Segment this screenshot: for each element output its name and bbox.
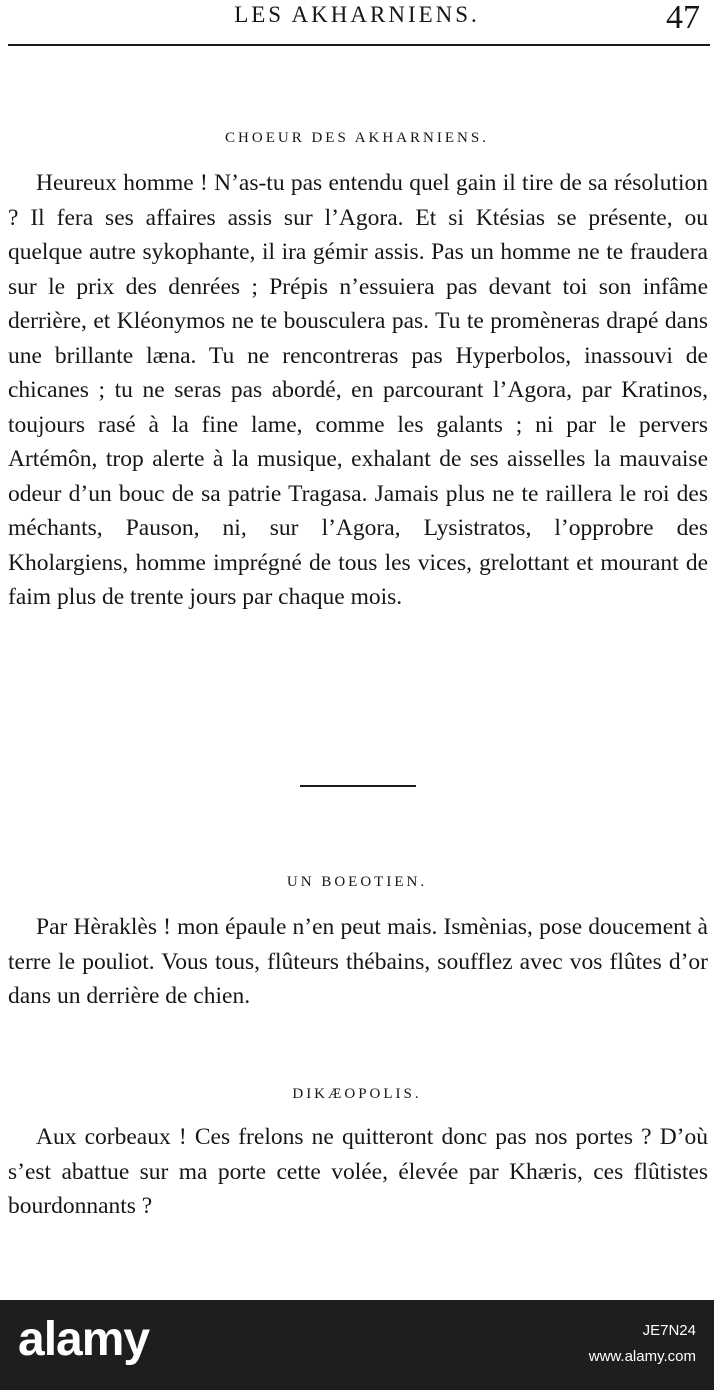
paragraph: Par Hèraklès ! mon épaule n’en peut mais. Ismènias, pose doucement à terre le pouliot. Vous tous, flûteurs thébains, soufflez avec vos flûtes d’or dans un derrière de chien. <box>8 914 708 1009</box>
header-rule <box>8 44 710 46</box>
site-url: www.alamy.com <box>588 1348 696 1365</box>
speaker-heading: CHOEUR DES AKHARNIENS. <box>225 130 489 146</box>
section-divider <box>300 785 416 787</box>
page-number: 47 <box>666 0 700 36</box>
paragraph: Heureux homme ! N’as-tu pas entendu quel gain il tire de sa résolution ? Il fera ses affaires assis sur l’Agora. Et si Ktésias se présente, ou quelque autre sykophante, il ira gémir assis. Pas un homme ne te fraudera sur le prix des denrées ; Prépis n’essuiera pas devant toi son infâme derrière, et Kléonymos ne te bousculera pas. Tu te promèneras drapé dans une brillante læna. Tu ne rencontreras pas Hyperbolos, inassouvi de chicanes ; tu ne seras pas abordé, en parcourant l’Agora, par Kratinos, toujours rasé à la fine lame, comme les galants ; ni par le pervers Artémôn, trop alerte à la musique, exhalant de ses aisselles la mauvaise odeur d’un bouc de sa patrie Tragasa. Jamais plus ne te raillera le roi des méchants, Pauson, ni, sur l’Agora, Lysistratos, l’opprobre des Kholargiens, homme imprégné de tous les vices, grelottant et mourant de faim plus de trente jours par chaque mois. <box>8 170 708 610</box>
watermark-footer <box>0 1300 714 1390</box>
image-id: JE7N24 <box>642 1322 696 1339</box>
running-title: LES AKHARNIENS. <box>234 2 480 27</box>
speaker-heading: UN BOEOTIEN. <box>286 874 428 890</box>
paragraph: Aux corbeaux ! Ces frelons ne quitteront donc pas nos portes ? D’où s’est abattue sur ma porte cette volée, élevée par Khæris, ces flûtistes bourdonnants ? <box>8 1124 708 1219</box>
alamy-logo: alamy <box>18 1313 150 1366</box>
speaker-heading: DIKÆOPOLIS. <box>292 1086 422 1102</box>
